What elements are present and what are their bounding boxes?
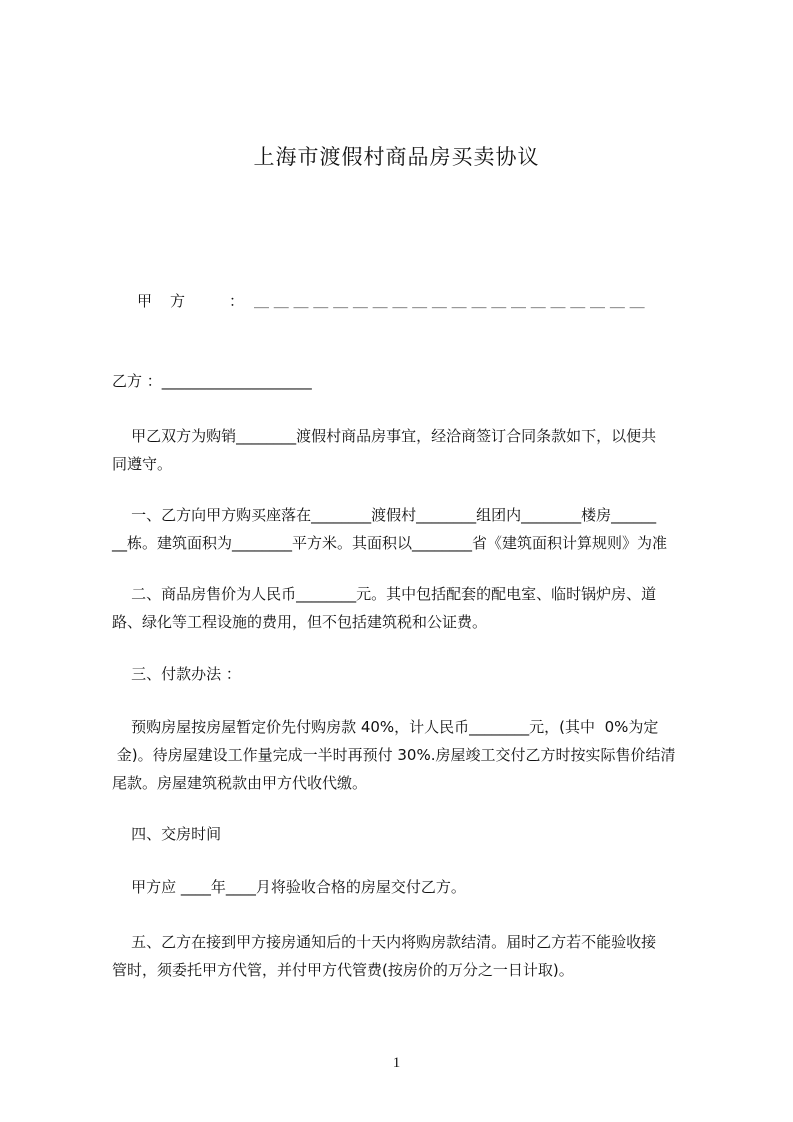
intro-line-1: 甲乙双方为购销________渡假村商品房事宜，经洽商签订合同条款如下，以便共 [112,427,657,445]
party-a-line [137,291,703,311]
clause2-line-2: 路、绿化等工程设施的费用，但不包括建筑税和公证费。 [112,613,488,631]
document-title: 上海市渡假村商品房买卖协议 [253,145,540,169]
clause5-line-2: 管时，须委托甲方代管，并付甲方代管费(按房价的万分之一日计取)。 [112,961,574,979]
party-a-label: 甲方 [137,292,204,310]
clause3-line-2: 金)。待房屋建设工作量完成一半时再预付 30%.房屋竣工交付乙方时按实际售价结清 [112,746,676,764]
clause4-heading: 四、交房时间 [112,825,222,843]
clause2-line-1: 二、商品房售价为人民币________元。其中包括配套的配电室、临时锅炉房、道 [112,585,657,603]
clause3-line-3: 尾款。房屋建筑税款由甲方代收代缴。 [112,774,368,792]
clause3-line-1: 预购房屋按房屋暂定价先付购房款 40%，计人民币________元，(其中 0%为定 [112,718,659,736]
clause4-line: 甲方应 ____年____月将验收合格的房屋交付乙方。 [112,878,466,896]
page-number: 1 [392,1055,401,1071]
party-a-colon: ： [229,292,245,310]
clause5-line-1: 五、乙方在接到甲方接房通知后的十天内将购房款结清。届时乙方若不能验收接 [112,933,657,951]
party-b-line: 乙方 ：____________________ [112,372,312,390]
clause3-heading: 三、付款办法 ： [112,665,241,683]
party-a-blank: ＿ ＿ ＿ ＿ ＿ ＿ ＿ ＿ ＿ ＿ ＿ ＿ ＿ ＿ ＿ ＿ ＿ ＿ ＿ ＿ [254,292,645,310]
intro-line-2: 同遵守。 [112,455,173,473]
clause1-line-2: __栋。建筑面积为________平方米。其面积以________省《建筑面积计算规则》为准 [112,534,668,552]
clause1-line-1: 一、乙方向甲方购买座落在________渡假村________组团内________楼房______ [112,506,657,524]
